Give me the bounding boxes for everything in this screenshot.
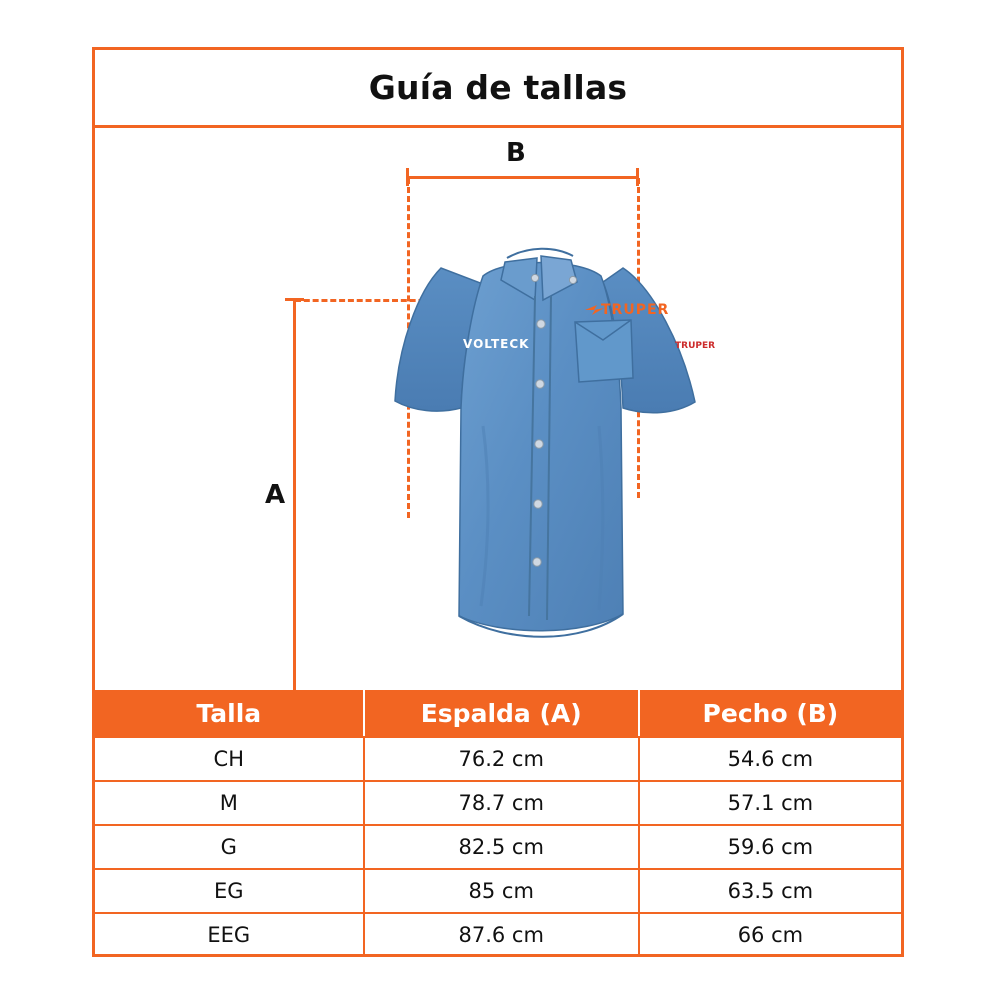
shirt-collar-stand [507,249,573,258]
cell-espalda: 85 cm [363,870,640,912]
shirt-button [533,558,541,566]
table-header-talla: Talla [196,698,262,728]
shirt-illustration [323,196,743,676]
cell-pecho: 59.6 cm [727,835,814,859]
cell-talla: CH [213,747,245,771]
cell-espalda: 78.7 cm [363,782,640,824]
cell-pecho: 57.1 cm [727,791,814,815]
cell-espalda: 82.5 cm [363,826,640,868]
size-table [95,690,901,957]
shirt-collar-button [531,274,538,281]
page-title: Guía de tallas [368,68,628,107]
logo-sleeve: TRUPER [675,341,716,351]
table-row [95,868,901,912]
logo-voltteck: VOLTECK [463,337,530,351]
cell-pecho: 54.6 cm [727,747,814,771]
title-bar [95,50,901,128]
cell-talla: EEG [207,923,251,947]
table-row [95,824,901,868]
shirt-button [536,380,544,388]
shirt-pocket [575,320,633,382]
table-row [95,736,901,780]
shirt-svg [323,196,743,676]
cell-espalda: 76.2 cm [363,738,640,780]
table-row [95,912,901,956]
dimension-a-label: A [265,480,286,510]
illustration-area [95,128,901,690]
table-header-pecho: Pecho (B) [702,698,839,728]
shirt-button [534,500,542,508]
shirt-button [535,440,543,448]
cell-pecho: 63.5 cm [727,879,814,903]
table-header-espalda: Espalda (A) [363,690,640,736]
cell-talla: G [220,835,237,859]
shirt-button [537,320,545,328]
logo-truper: TRUPER [601,302,670,318]
dimension-a-line [293,300,296,714]
table-row [95,780,901,824]
size-guide-frame [92,47,904,957]
cell-talla: EG [214,879,244,903]
cell-espalda: 87.6 cm [363,914,640,956]
dimension-b-line [408,176,638,179]
shirt-collar-button [569,276,576,283]
table-header-row [95,690,901,736]
cell-talla: M [219,791,238,815]
cell-pecho: 66 cm [737,923,804,947]
dimension-b-label: B [506,138,526,168]
